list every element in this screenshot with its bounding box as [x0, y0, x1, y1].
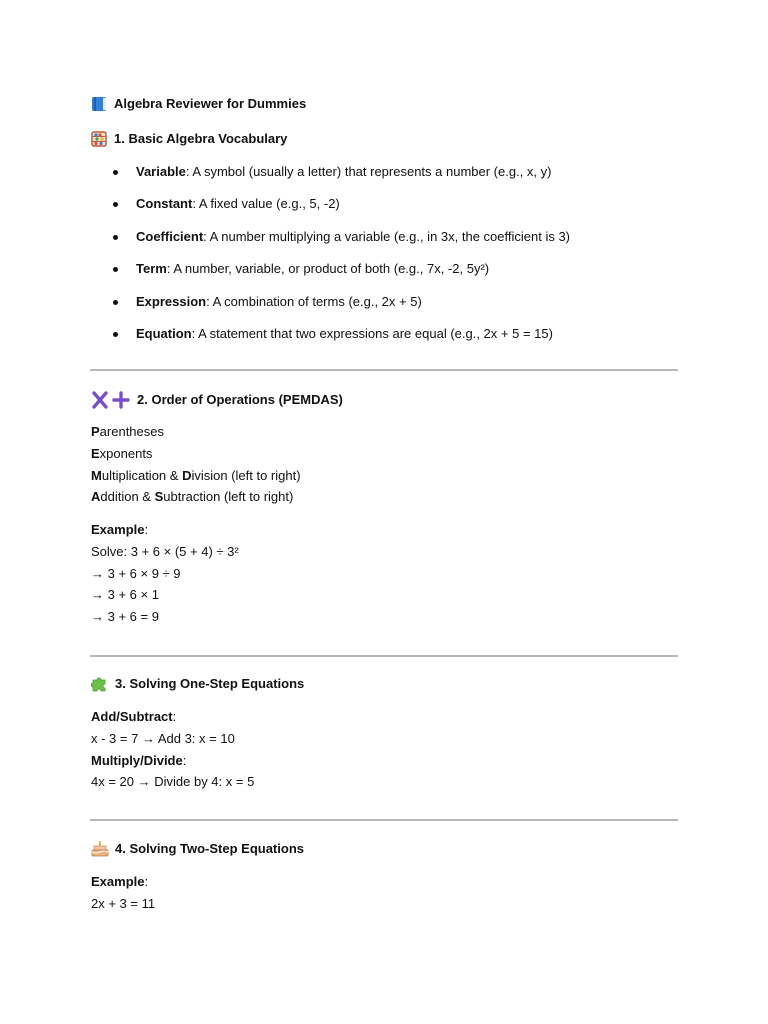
vocab-term: Expression	[136, 293, 207, 309]
multiply-plus-icon	[91, 391, 131, 409]
section-4-heading-text: 4. Solving Two-Step Equations	[115, 841, 304, 856]
document-title-text: Algebra Reviewer for Dummies	[114, 96, 307, 111]
bullet-icon	[113, 332, 118, 337]
bullet-icon	[113, 170, 118, 175]
add-subtract-example: x - 3 = 7 → Add 3: x = 10	[91, 730, 235, 746]
section-divider	[90, 655, 678, 657]
vocab-definition: : A number multiplying a variable (e.g., in 3x, the coefficient is 3)	[203, 228, 571, 244]
multiply-divide-label: Multiply/Divide:	[91, 752, 187, 768]
vocab-definition: : A fixed value (e.g., 5, -2)	[192, 196, 340, 212]
vocab-definition: : A combination of terms (e.g., 2x + 5)	[206, 293, 422, 309]
pemdas-item: Addition & Subtraction (left to right)	[91, 489, 294, 505]
pemdas-list	[91, 421, 301, 508]
example-label: Example:	[91, 522, 149, 537]
vocab-definition: : A statement that two expressions are equal (e.g., 2x + 5 = 15)	[191, 325, 553, 341]
one-step-examples	[91, 706, 254, 793]
pemdas-example	[91, 519, 239, 628]
document-title	[91, 96, 306, 112]
cake-icon	[91, 841, 109, 857]
section-divider	[90, 819, 678, 821]
abacus-icon	[91, 131, 108, 147]
section-2-heading-text: 2. Order of Operations (PEMDAS)	[137, 392, 343, 407]
pemdas-item: Parentheses	[91, 424, 164, 439]
vocab-term: Constant	[136, 196, 193, 212]
vocab-definition: : A symbol (usually a letter) that represents a number (e.g., x, y)	[185, 164, 552, 179]
list-item	[91, 260, 570, 292]
bullet-icon	[113, 267, 118, 272]
vocab-term: Term	[136, 261, 167, 277]
vocabulary-list	[91, 163, 570, 357]
section-3-heading	[91, 676, 304, 692]
list-item	[91, 325, 570, 357]
list-item	[91, 293, 570, 325]
list-item	[91, 195, 570, 227]
multiply-divide-example: 4x = 20 → Divide by 4: x = 5	[91, 774, 255, 790]
section-3-heading-text: 3. Solving One-Step Equations	[115, 676, 305, 691]
example-step: → 3 + 6 × 1	[91, 587, 159, 603]
section-4-heading	[91, 841, 304, 857]
vocab-term: Variable	[136, 164, 186, 179]
list-item	[91, 228, 570, 260]
pemdas-item: Multiplication & Division (left to right)	[91, 467, 301, 483]
example-equation: 2x + 3 = 11	[91, 895, 156, 911]
example-step: → 3 + 6 = 9	[91, 609, 159, 625]
example-label: Example:	[91, 874, 149, 889]
vocab-definition: : A number, variable, or product of both (e.g., 7x, -2, 5y²)	[166, 261, 490, 277]
bullet-icon	[113, 300, 118, 305]
section-1-heading	[91, 131, 287, 147]
list-item	[91, 163, 570, 195]
two-step-example	[91, 871, 155, 915]
puzzle-piece-icon	[91, 676, 109, 692]
section-divider	[90, 369, 678, 371]
example-step: Solve: 3 + 6 × (5 + 4) ÷ 3²	[91, 543, 239, 559]
example-step: → 3 + 6 × 9 ÷ 9	[91, 565, 181, 581]
vocab-term: Coefficient	[136, 228, 204, 244]
section-1-heading-text: 1. Basic Algebra Vocabulary	[114, 131, 288, 146]
section-2-heading	[91, 391, 343, 409]
bullet-icon	[113, 202, 118, 207]
bullet-icon	[113, 235, 118, 240]
add-subtract-label: Add/Subtract:	[91, 709, 177, 724]
pemdas-item: Exponents	[91, 445, 153, 461]
vocab-term: Equation	[136, 325, 192, 341]
blue-book-icon	[91, 96, 108, 112]
